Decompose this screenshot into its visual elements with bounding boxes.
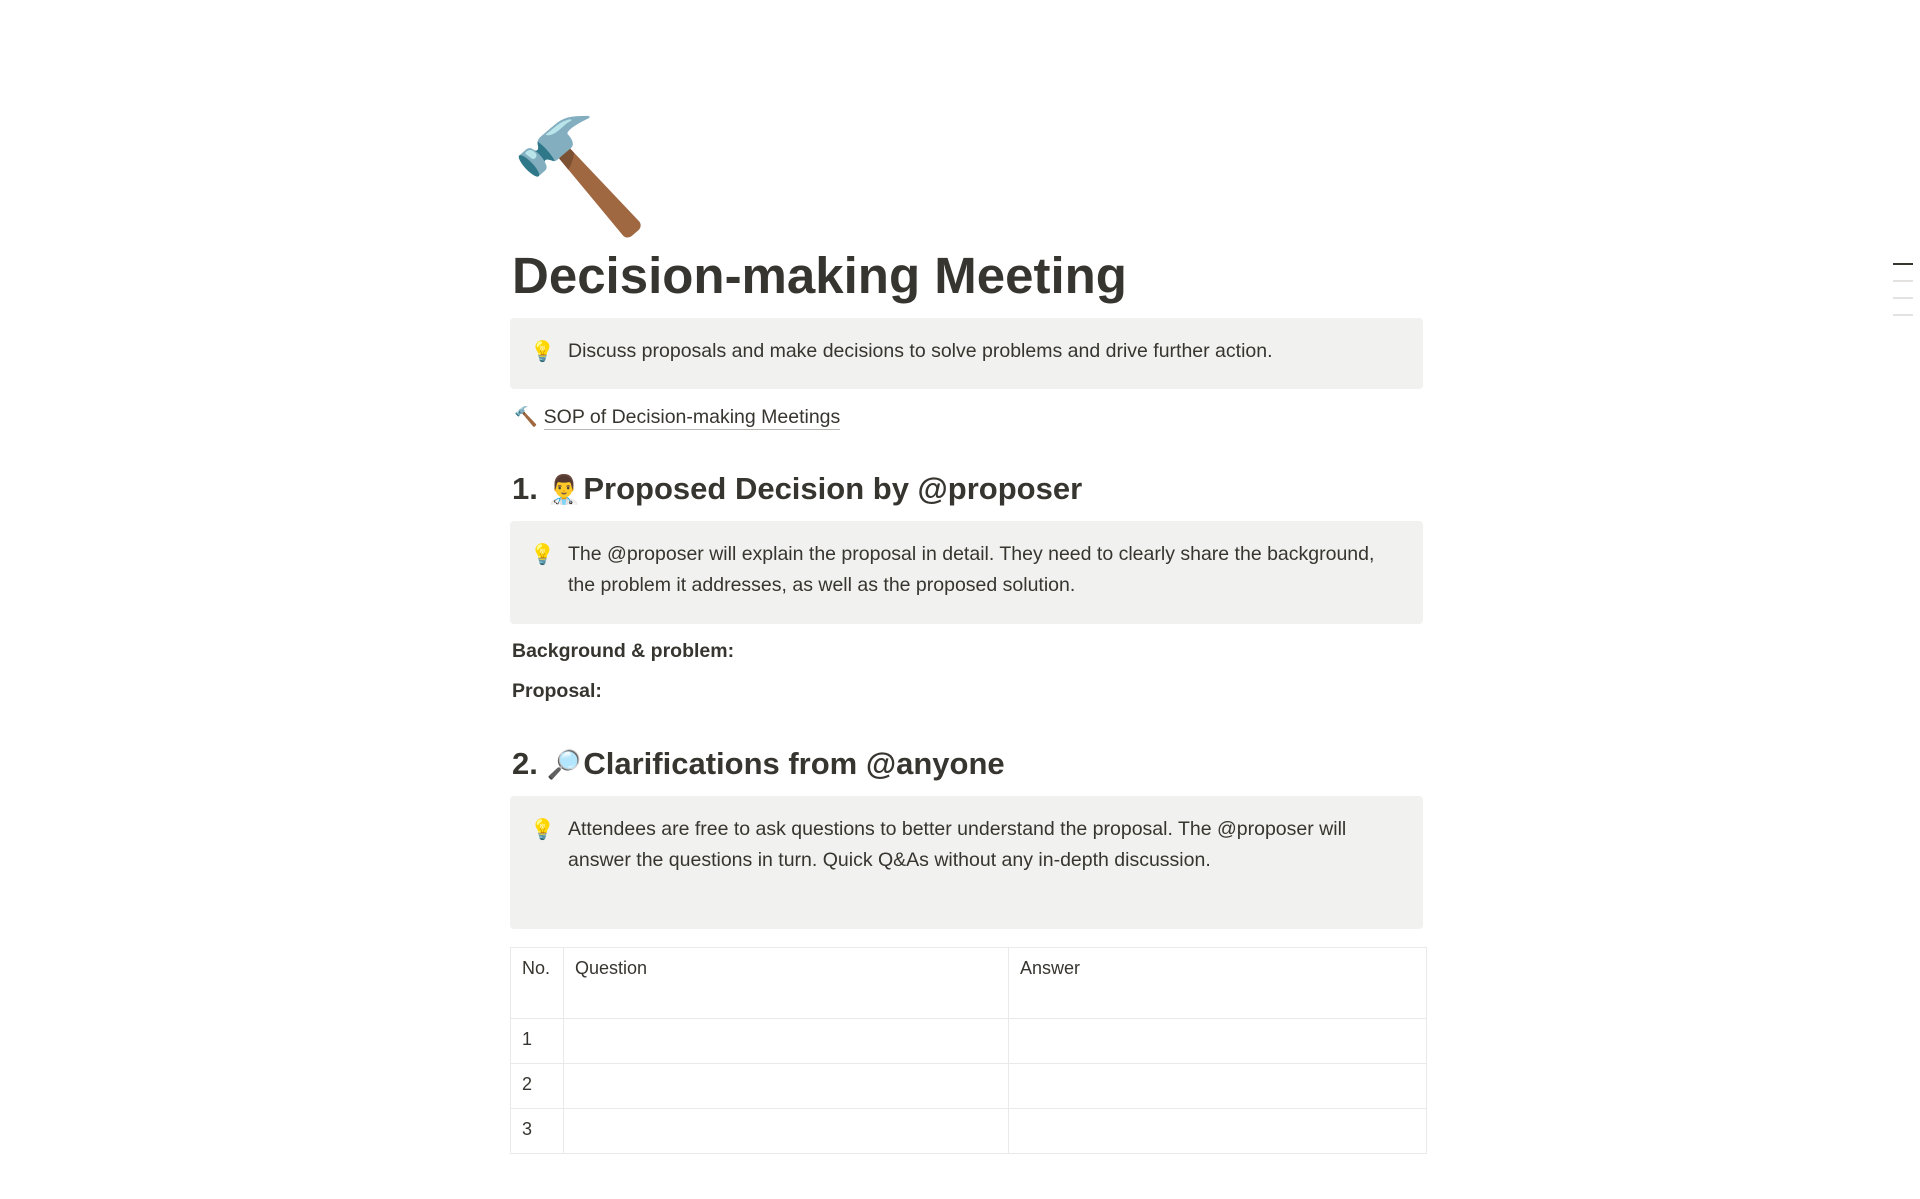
section-1-callout[interactable] <box>510 521 1423 624</box>
section-1-heading[interactable] <box>512 469 1082 510</box>
table-row <box>511 1064 1427 1109</box>
cell-question[interactable] <box>563 1064 1008 1109</box>
section-1-title: Proposed Decision by @proposer <box>583 471 1083 506</box>
section-1-number: 1. <box>512 471 538 506</box>
cell-no[interactable]: 1 <box>511 1019 564 1064</box>
lightbulb-icon: 💡 <box>530 542 555 566</box>
magnifier-icon: 🔎 <box>546 748 582 781</box>
section-2-title: Clarifications from @anyone <box>583 746 1005 781</box>
table-row <box>511 1019 1427 1064</box>
intro-callout[interactable] <box>510 318 1423 389</box>
cell-answer[interactable] <box>1008 1019 1426 1064</box>
cell-answer[interactable] <box>1008 1109 1426 1154</box>
person-icon: 👨‍⚕️ <box>546 473 582 506</box>
toc-line[interactable] <box>1893 297 1913 299</box>
hammer-icon: 🔨 <box>514 406 538 428</box>
cell-no[interactable]: 3 <box>511 1109 564 1154</box>
hammer-icon[interactable]: 🔨 <box>510 112 650 242</box>
section-2-callout[interactable] <box>510 796 1423 929</box>
section-1-callout-text: The @proposer will explain the proposal in detail. They need to clearly share the background, the problem it addresses, as well as the proposed solution. <box>568 543 1375 596</box>
proposal-label[interactable]: Proposal: <box>512 680 602 702</box>
page-title[interactable]: Decision-making Meeting <box>512 247 1127 304</box>
lightbulb-icon: 💡 <box>530 817 555 841</box>
sop-link-text[interactable]: SOP of Decision-making Meetings <box>543 406 841 428</box>
section-2-number: 2. <box>512 746 538 781</box>
background-problem-label[interactable]: Background & problem: <box>512 640 735 662</box>
qa-table <box>510 947 1427 1154</box>
intro-callout-text: Discuss proposals and make decisions to solve problems and drive further action. <box>568 340 1273 362</box>
section-2-heading[interactable] <box>512 744 1005 785</box>
toc-line[interactable] <box>1893 314 1913 316</box>
toc-line[interactable] <box>1893 280 1913 282</box>
table-row <box>511 1109 1427 1154</box>
header-answer[interactable]: Answer <box>1008 948 1426 1019</box>
table-header-row <box>511 948 1427 1019</box>
header-question[interactable]: Question <box>563 948 1008 1019</box>
sop-page-link[interactable] <box>514 401 840 433</box>
lightbulb-icon: 💡 <box>530 339 555 363</box>
toc-line-active[interactable] <box>1893 263 1913 265</box>
cell-question[interactable] <box>563 1019 1008 1064</box>
cell-no[interactable]: 2 <box>511 1064 564 1109</box>
table-of-contents-minimap[interactable] <box>1893 263 1915 331</box>
section-2-callout-text: Attendees are free to ask questions to better understand the proposal. The @proposer will answer the questions in turn. Quick Q&As without any in-depth discussion. <box>568 818 1347 871</box>
cell-question[interactable] <box>563 1109 1008 1154</box>
header-no[interactable]: No. <box>511 948 564 1019</box>
cell-answer[interactable] <box>1008 1064 1426 1109</box>
